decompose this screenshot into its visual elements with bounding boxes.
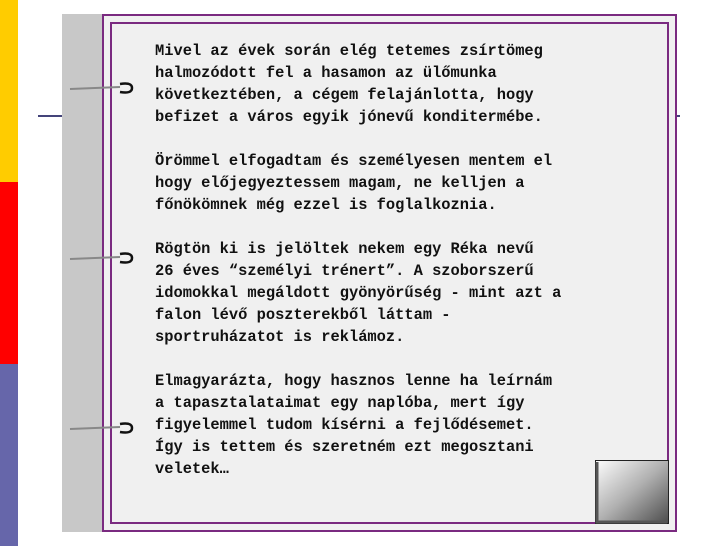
notebook-ring-icon [66,80,138,96]
notebook-ring-icon [66,420,138,436]
paragraph-4: Elmagyarázta, hogy hasznos lenne ha leírnám a tapasztalataimat egy naplóba, mert így figyelemmel tudom kísérni a fejlődésemet. Így is tettem és szeretném ezt megosztani veletek… [155,372,553,478]
accent-stripe-yellow [0,0,18,182]
notebook-ring-icon [66,250,138,266]
paragraph-2: Örömmel elfogadtam és személyesen mentem el hogy előjegyeztessem magam, ne kelljen a főnökömnek még ezzel is foglalkoznia. [155,152,553,214]
accent-stripe-red [0,182,18,364]
diary-text [155,40,655,502]
paragraph-3: Rögtön ki is jelöltek nekem egy Réka nevű 26 éves “személyi trénert”. A szoborszerű idomokkal megáldott gyönyörűség - mint azt a falon lévő poszterekből láttam - sportruházatot is reklámoz. [155,240,562,346]
paragraph-1: Mivel az évek során elég tetemes zsírtömeg halmozódott fel a hasamon az ülőmunka következtében, a cégem felajánlotta, hogy befizet a város egyik jónevű konditermébe. [155,42,543,126]
accent-stripe-blue [0,364,18,546]
